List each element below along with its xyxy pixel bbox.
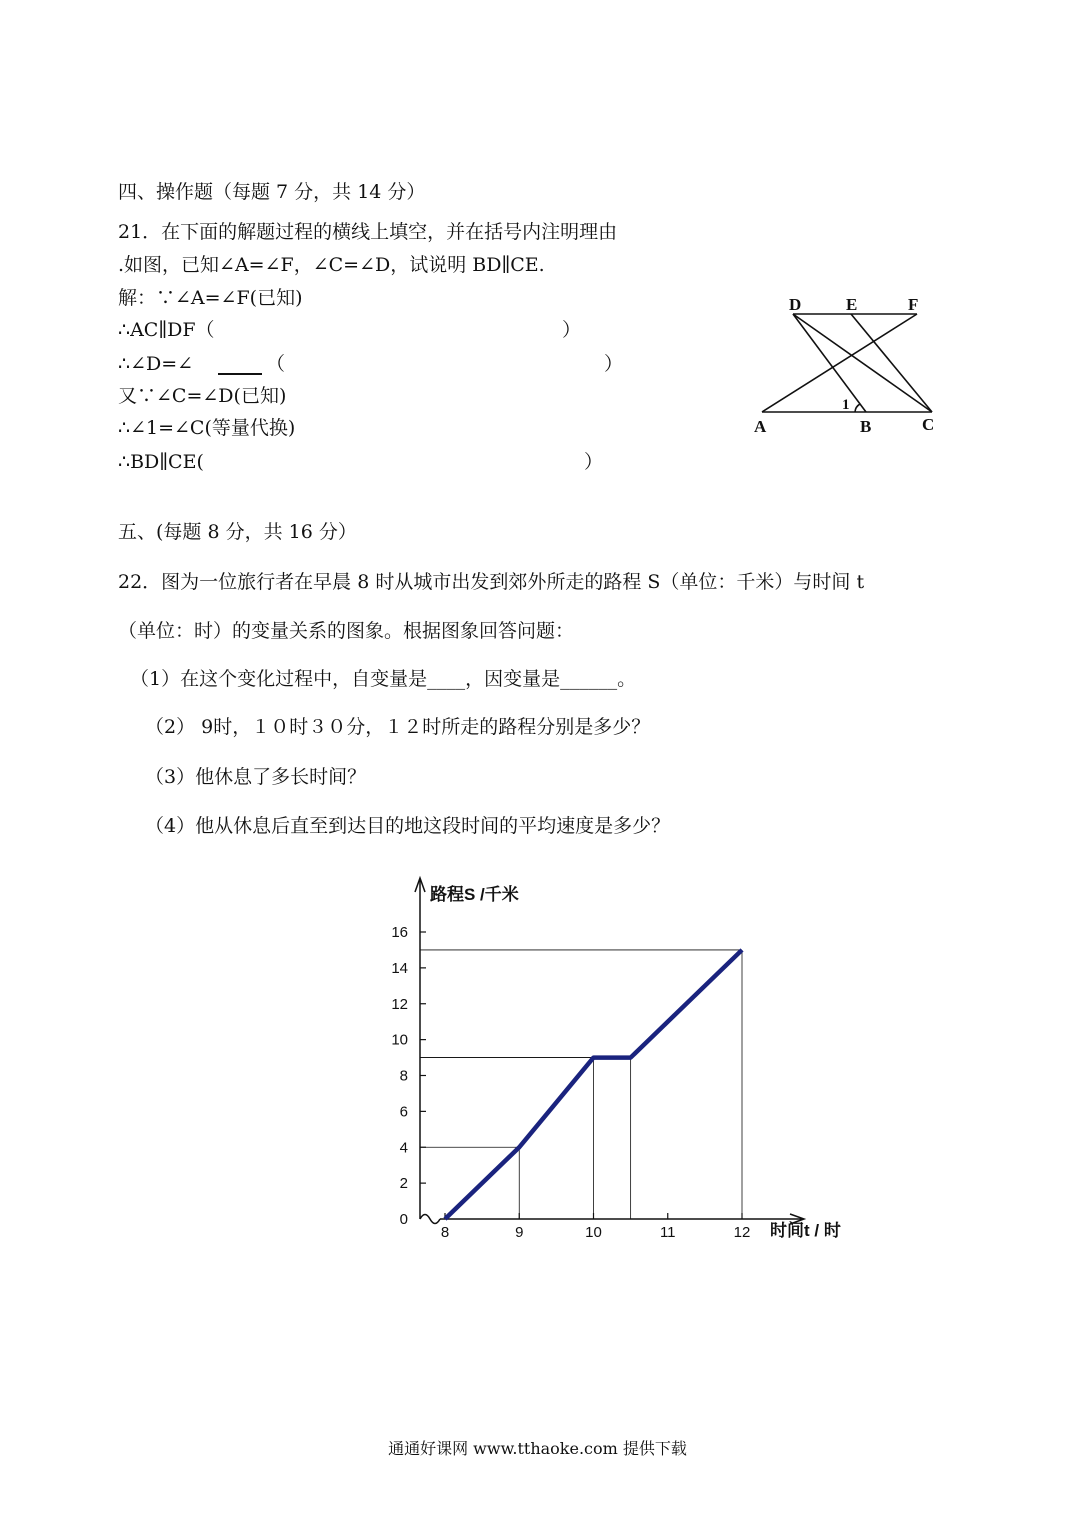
segment-ce: [851, 314, 932, 412]
x-tick-label: 9: [515, 1224, 524, 1241]
y-tick-label: 14: [391, 959, 408, 977]
q21-step-3-blank: [218, 373, 262, 375]
q21-step-3-close: ）: [604, 353, 624, 375]
y-axis-arrow: [415, 878, 425, 892]
y-tick-label: 4: [399, 1139, 408, 1157]
label-b: B: [860, 417, 872, 436]
y-tick-label: 12: [391, 995, 408, 1013]
label-f: F: [908, 295, 919, 314]
y-tick-label: 8: [399, 1067, 408, 1085]
q21-step-1: 解：∵∠A=∠F(已知): [118, 287, 303, 309]
x-axis-title: 时间t / 时: [770, 1221, 841, 1240]
section5-heading: 五、(每题 8 分，共 16 分）: [118, 521, 357, 543]
x-tick-label: 10: [585, 1224, 602, 1241]
q21-step-2: ∴AC∥DF（: [118, 319, 215, 341]
q21-intro: 21．在下面的解题过程的横线上填空，并在括号内注明理由: [118, 221, 618, 243]
x-tick-label: 12: [733, 1224, 751, 1241]
x-axis-arrow: [790, 1214, 804, 1224]
q21-step-3: ∴∠D=∠: [118, 353, 194, 375]
angle-1-arc: [855, 404, 860, 412]
segment-af: [762, 314, 917, 412]
label-a: A: [754, 417, 767, 436]
q22-intro-line1: 22．图为一位旅行者在早晨 8 时从城市出发到郊外所走的路程 S（单位：千米）与时间 t: [118, 571, 865, 593]
label-e: E: [846, 295, 858, 314]
section4-heading: 四、操作题（每题 7 分，共 14 分）: [118, 181, 426, 203]
q21-given: .如图，已知∠A=∠F，∠C=∠D，试说明 BD∥CE.: [118, 254, 545, 276]
q21-step-6-close: ）: [584, 451, 604, 473]
q22-sub1: （1）在这个变化过程中，自变量是____，因变量是______。: [130, 668, 637, 690]
q21-step-5: ∴∠1=∠C(等量代换): [118, 417, 296, 439]
x-tick-label: 11: [659, 1224, 676, 1241]
distance-series-line: [445, 950, 742, 1219]
label-d: D: [789, 295, 802, 314]
label-angle-1: 1: [842, 397, 850, 413]
q21-step-2-close: ）: [562, 319, 582, 341]
y-tick-label: 16: [391, 924, 408, 941]
segment-bd: [793, 314, 866, 412]
x-tick-label: 8: [440, 1224, 450, 1241]
label-c: C: [922, 415, 935, 434]
y-axis-title: 路程S /千米: [430, 885, 519, 904]
y-tick-label: 10: [391, 1031, 408, 1049]
y-tick-label: 0: [399, 1211, 408, 1228]
q22-intro-line2: （单位：时）的变量关系的图象。根据图象回答问题：: [118, 620, 575, 642]
y-tick-label: 2: [399, 1175, 408, 1193]
q21-step-6: ∴BD∥CE(: [118, 451, 204, 473]
q22-sub3: （3）他休息了多长时间？: [145, 766, 367, 788]
q21-step-3-open: （: [266, 353, 286, 375]
y-tick-label: 6: [399, 1103, 408, 1121]
segment-dc: [793, 314, 932, 412]
q22-sub4: （4）他从休息后直至到达目的地这段时间的平均速度是多少？: [145, 815, 671, 837]
q21-step-4: 又∵∠C=∠D(已知): [118, 385, 287, 407]
page-footer: 通通好课网 www.tthaoke.com 提供下载: [388, 1439, 687, 1458]
axis-break-squiggle: [420, 1215, 440, 1224]
q22-sub2: （2） 9时，１０时３０分，１２时所走的路程分别是多少？: [145, 716, 651, 738]
